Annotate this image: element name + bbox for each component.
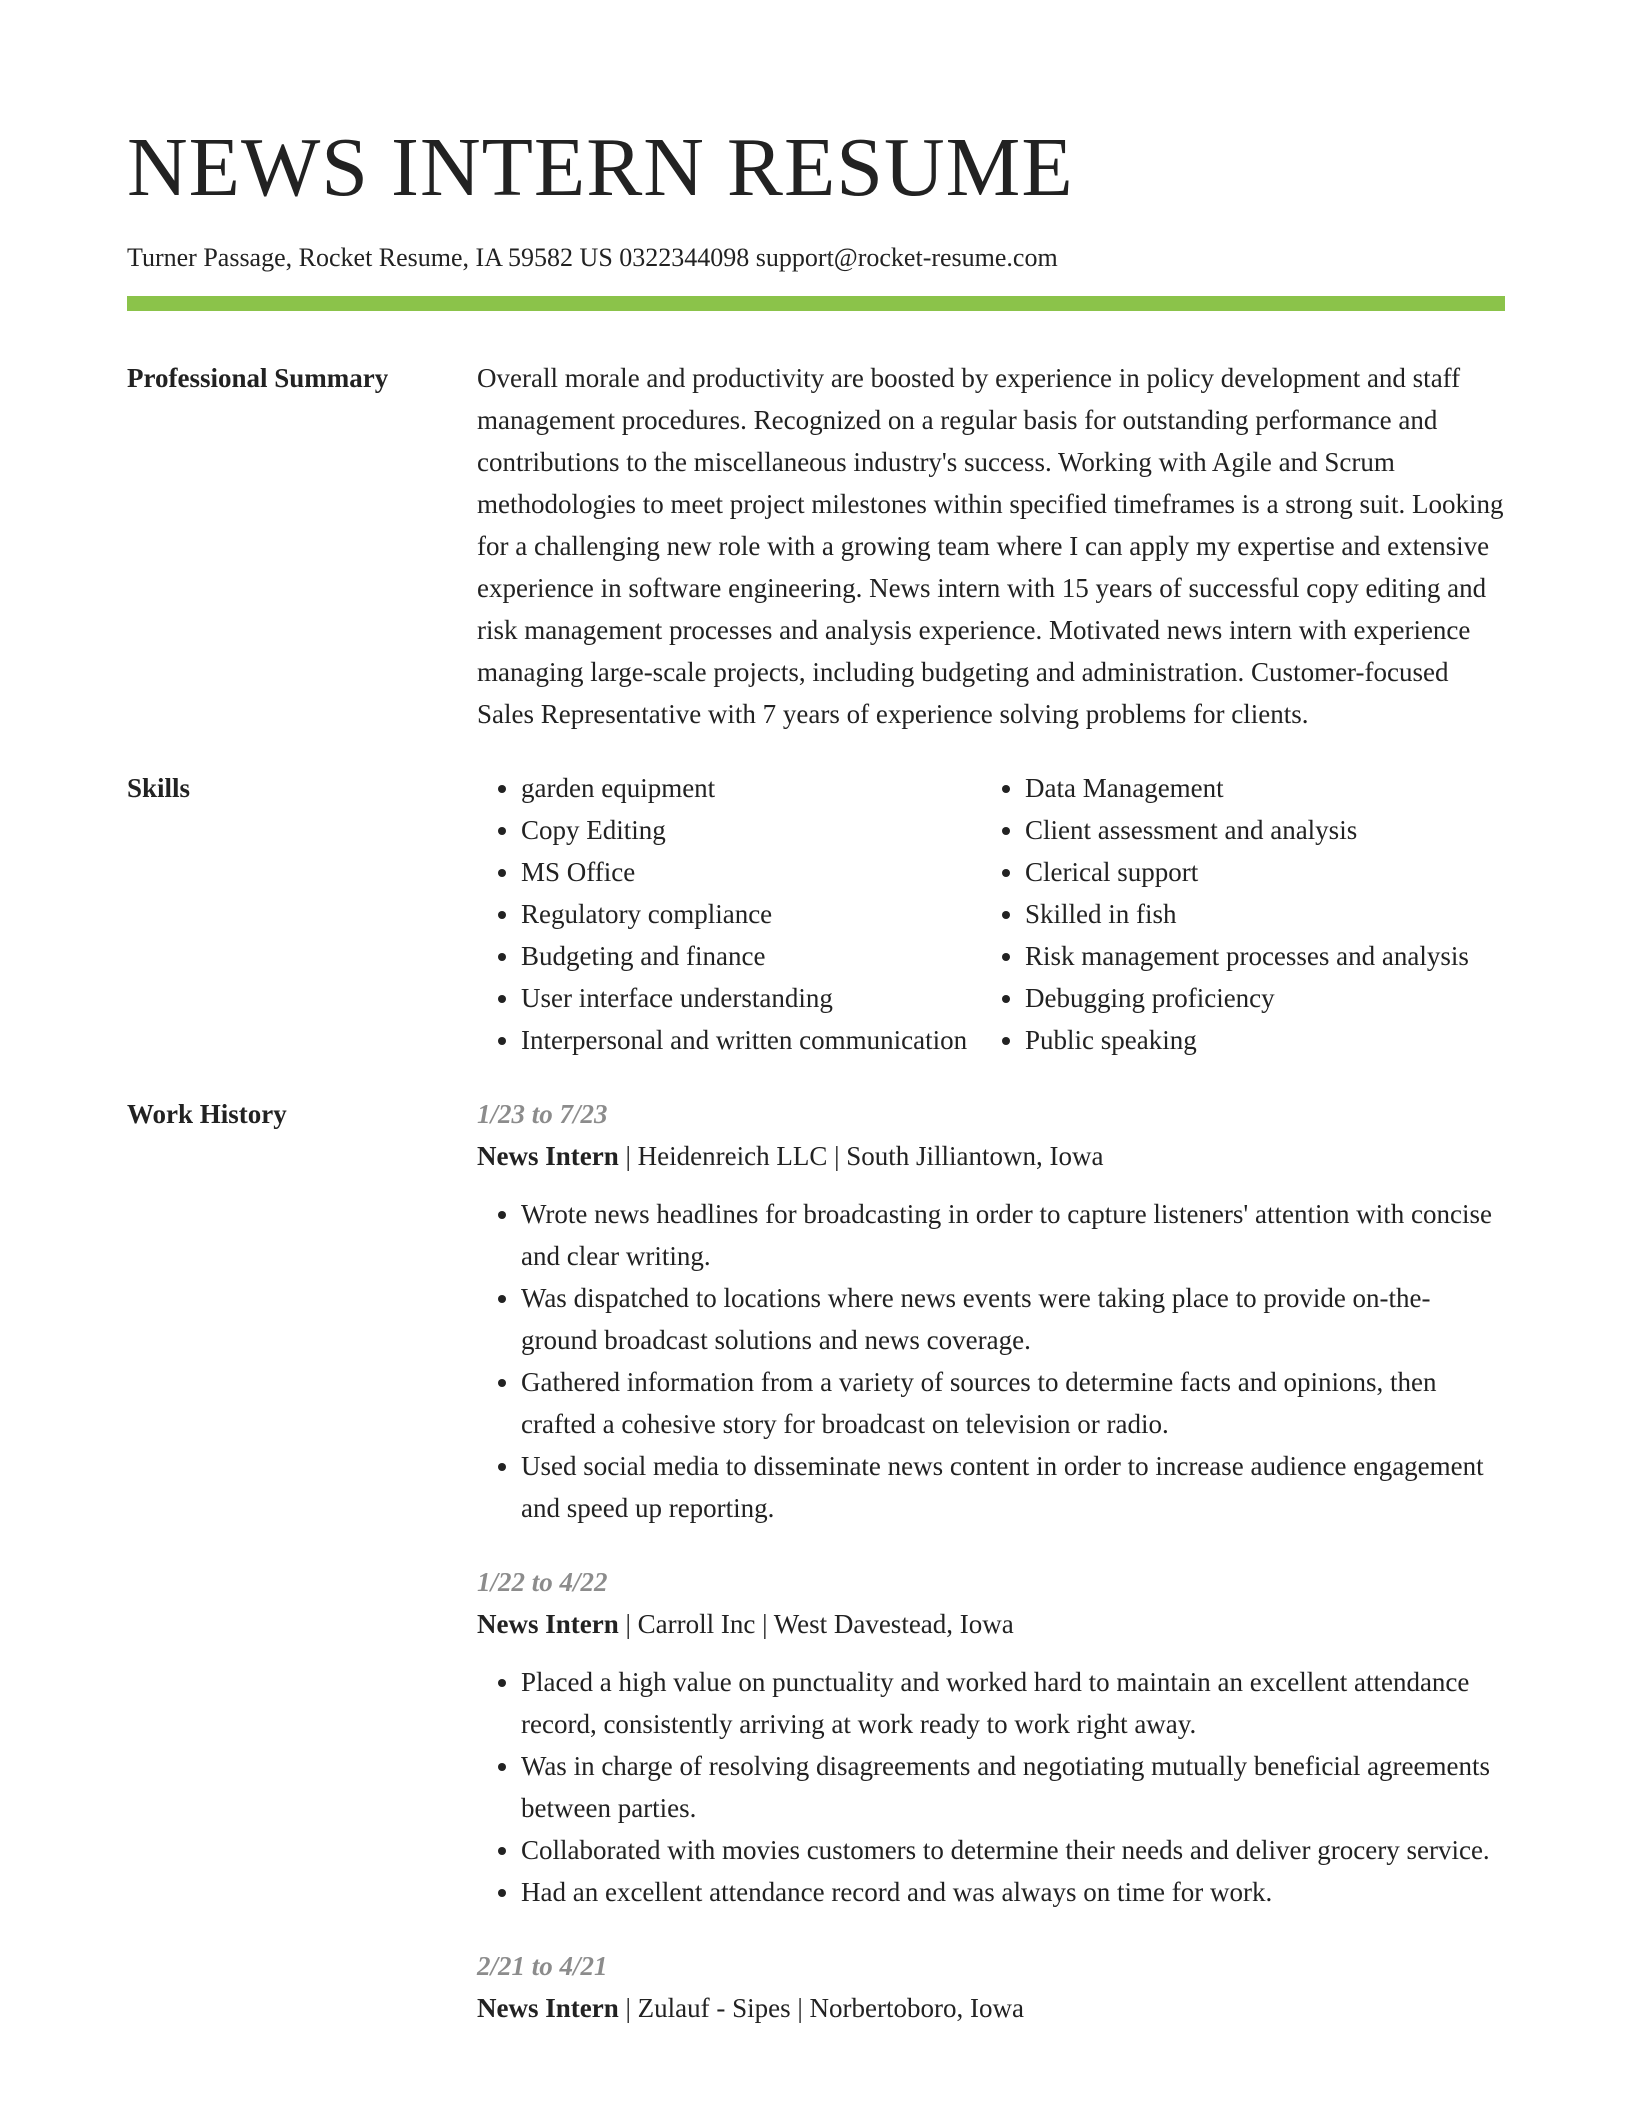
job-date: 1/23 to 7/23 <box>477 1099 608 1129</box>
skill-item: • Data Management <box>1025 767 1505 809</box>
job-bullet: • Placed a high value on punctuality and worked hard to maintain an excellent attendance record, consistently arriving at work ready to work right away. <box>521 1661 1505 1745</box>
job-header <box>477 1135 1505 1177</box>
job-details: | Carroll Inc | West Davestead, Iowa <box>618 1609 1014 1639</box>
skill-item: • Skilled in fish <box>1025 893 1505 935</box>
skill-item: • Regulatory compliance <box>521 893 981 935</box>
skill-item: • User interface understanding <box>521 977 981 1019</box>
job-bullet: • Wrote news headlines for broadcasting in order to capture listeners' attention with concise and clear writing. <box>521 1193 1505 1277</box>
summary-text: Overall morale and productivity are boosted by experience in policy development and staff management procedures. Recognized on a regular basis for outstanding performance and contributions to the miscellaneous industry's success. Working with Agile and Scrum methodologies to meet project milestones within specified timeframes is a strong suit. Looking for a challenging new role with a growing team where I can apply my expertise and extensive experience in software engineering. News intern with 15 years of successful copy editing and risk management processes and analysis experience. Motivated news intern with experience managing large-scale projects, including budgeting and administration. Customer-focused Sales Representative with 7 years of experience solving problems for clients. <box>477 363 1504 729</box>
skill-item: • Debugging proficiency <box>1025 977 1505 1019</box>
job-entry <box>477 1561 1505 1913</box>
skill-item: • Risk management processes and analysis <box>1025 935 1505 977</box>
job-bullet: • Was dispatched to locations where news events were taking place to provide on-the-ground broadcast solutions and news coverage. <box>521 1277 1505 1361</box>
skills-list-right <box>981 767 1505 1061</box>
section-heading-summary: Professional Summary <box>127 363 389 393</box>
job-title: News Intern <box>477 1141 619 1171</box>
skill-item: • Budgeting and finance <box>521 935 981 977</box>
skill-item: • MS Office <box>521 851 981 893</box>
skill-item: • Clerical support <box>1025 851 1505 893</box>
job-title: News Intern <box>477 1609 619 1639</box>
job-date: 2/21 to 4/21 <box>477 1951 608 1981</box>
job-bullet: • Was in charge of resolving disagreements and negotiating mutually beneficial agreements between parties. <box>521 1745 1505 1829</box>
section-heading-skills: Skills <box>127 773 191 803</box>
job-bullets <box>477 1193 1505 1529</box>
job-bullet: • Had an excellent attendance record and was always on time for work. <box>521 1871 1505 1913</box>
skill-item: • Client assessment and analysis <box>1025 809 1505 851</box>
job-date: 1/22 to 4/22 <box>477 1567 608 1597</box>
section-heading-work: Work History <box>127 1099 287 1129</box>
work-history-section <box>127 1093 1505 2061</box>
job-details: | Heidenreich LLC | South Jilliantown, Iowa <box>618 1141 1104 1171</box>
job-details: | Zulauf - Sipes | Norbertoboro, Iowa <box>618 1993 1024 2023</box>
job-bullet: • Gathered information from a variety of sources to determine facts and opinions, then crafted a cohesive story for broadcast on television or radio. <box>521 1361 1505 1445</box>
accent-divider <box>127 296 1505 311</box>
job-bullets <box>477 1661 1505 1913</box>
contact-line: Turner Passage, Rocket Resume, IA 59582 US 0322344098 support@rocket-resume.com <box>127 243 1058 272</box>
skills-section <box>127 767 1505 1061</box>
job-header <box>477 1603 1505 1645</box>
job-entry <box>477 1093 1505 1529</box>
resume-title: NEWS INTERN RESUME <box>127 121 1074 214</box>
job-title: News Intern <box>477 1993 619 2023</box>
skills-list-left <box>477 767 981 1061</box>
skill-item: • Interpersonal and written communication <box>521 1019 981 1061</box>
job-header <box>477 1987 1505 2029</box>
skill-item: • garden equipment <box>521 767 981 809</box>
job-bullet: • Used social media to disseminate news content in order to increase audience engagement and speed up reporting. <box>521 1445 1505 1529</box>
job-bullet: • Collaborated with movies customers to determine their needs and deliver grocery service. <box>521 1829 1505 1871</box>
professional-summary-section <box>127 357 1505 735</box>
skill-item: • Copy Editing <box>521 809 981 851</box>
job-entry <box>477 1945 1505 2029</box>
skill-item: • Public speaking <box>1025 1019 1505 1061</box>
